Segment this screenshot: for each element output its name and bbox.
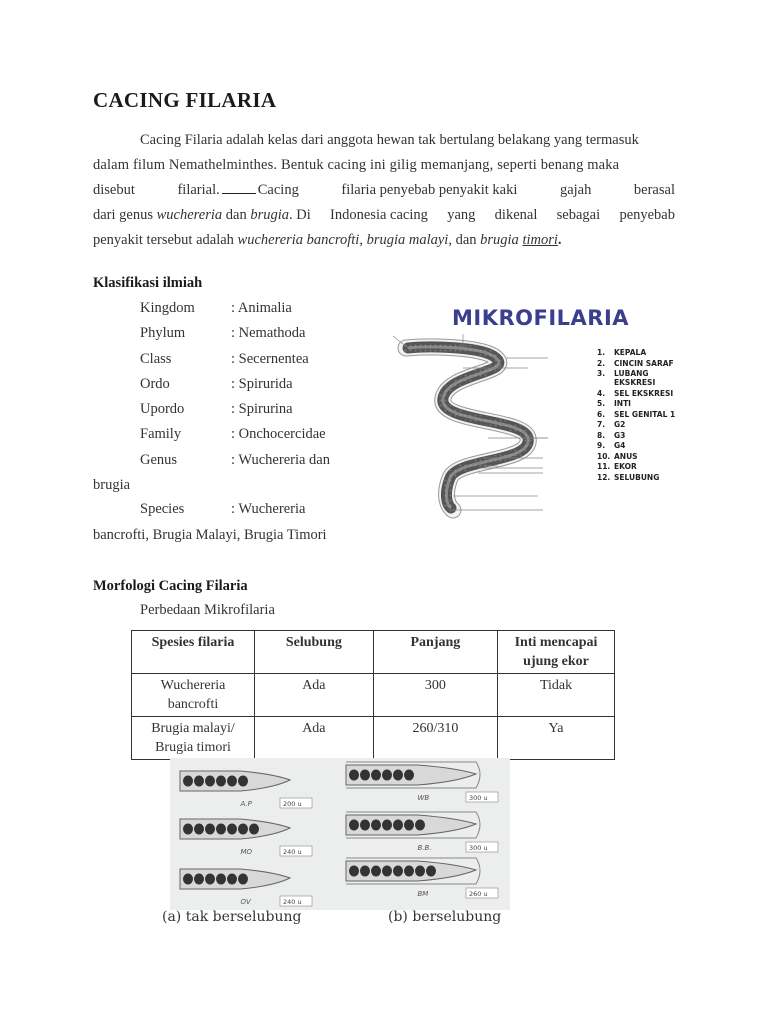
caption-a: (a) tak berselubung: [162, 909, 302, 925]
specimen-label: OV: [240, 898, 251, 906]
mikrofilaria-figure-title: MIKROFILARIA: [452, 306, 630, 330]
mikrofilaria-illustration: [388, 328, 598, 520]
legend-item: 3. LUBANG: [597, 369, 649, 378]
caption-b: (b) berselubung: [388, 909, 502, 925]
table-cell: Tidak: [498, 674, 615, 717]
legend-item: 9. G4: [597, 441, 626, 450]
subheading-perbedaan: Perbedaan Mikrofilaria: [140, 602, 275, 618]
intro-word: disebut: [93, 182, 135, 198]
genus-continuation: brugia: [93, 477, 131, 493]
nucleus: [371, 866, 381, 877]
nucleus: [216, 824, 226, 835]
table-cell: Ya: [498, 717, 615, 760]
nucleus: [393, 866, 403, 877]
nucleus: [227, 824, 237, 835]
legend-item: 2. CINCIN SARAF: [597, 358, 674, 368]
nucleus: [371, 770, 381, 781]
nucleus: [415, 866, 425, 877]
intro-word: filaria penyebab penyakit kaki: [341, 182, 518, 198]
nucleus: [404, 820, 414, 831]
scale-label: 300 u: [469, 794, 488, 802]
nucleus: [183, 776, 193, 787]
specimen-label: A.P: [240, 800, 252, 808]
nucleus: [216, 776, 226, 787]
legend-item: 12. SELUBUNG: [597, 472, 660, 482]
nucleus: [183, 824, 193, 835]
table-cell: 260/310: [373, 717, 497, 760]
section-heading-morfologi: Morfologi Cacing Filaria: [93, 578, 248, 594]
nucleus: [349, 770, 359, 781]
scale-label: 240 u: [283, 898, 302, 906]
legend-item: 8. G3: [597, 430, 626, 440]
underlined-word: timori: [522, 232, 558, 248]
section-heading-klasifikasi: Klasifikasi ilmiah: [93, 275, 203, 291]
intro-line-1: [93, 128, 675, 153]
table-cell: 300: [373, 674, 497, 717]
nucleus: [360, 770, 370, 781]
table-cell: Ada: [254, 674, 373, 717]
nucleus: [404, 770, 414, 781]
intro-word: berasal: [633, 182, 675, 198]
intro-line-2: [93, 153, 675, 178]
nucleus: [194, 776, 204, 787]
nucleus: [238, 824, 248, 835]
specimen-label: WB: [417, 794, 430, 802]
specimen-label: BM: [417, 890, 429, 898]
table-cell: Wuchereria bancrofti: [132, 674, 255, 717]
nucleus: [238, 874, 248, 885]
nucleus: [238, 776, 248, 787]
intro-word: Indonesia cacing: [330, 207, 428, 223]
intro-line-5: penyakit tersebut adalah wuchereria bancrofti, brugia malayi, dan brugia timori.: [93, 232, 562, 248]
table-cell: Ada: [254, 717, 373, 760]
table-header: Inti mencapai ujung ekor: [498, 631, 615, 674]
nucleus: [205, 874, 215, 885]
intro-text: Cacing Filaria adalah kelas dari anggota hewan tak bertulang belakang yang termasuk: [140, 132, 639, 148]
table-header: Spesies filaria: [132, 631, 255, 674]
intro-word: dikenal: [494, 207, 538, 223]
table-row: [132, 674, 615, 717]
nucleus: [205, 776, 215, 787]
scale-label: 260 u: [469, 890, 488, 898]
intro-word: dari genus wuchereria dan brugia. Di: [93, 207, 311, 223]
legend-item: 11. EKOR: [597, 462, 637, 471]
blank-underline: [222, 179, 256, 194]
intro-word: yang: [447, 207, 476, 223]
table-cell: Brugia malayi/ Brugia timori: [132, 717, 255, 760]
intro-word: sebagai: [556, 207, 601, 223]
table-header: Selubung: [254, 631, 373, 674]
nucleus: [426, 866, 436, 877]
nucleus: [216, 874, 226, 885]
mikrofilaria-tail-figure: [170, 758, 510, 910]
nucleus: [249, 824, 259, 835]
intro-word: penyebab: [619, 207, 675, 223]
legend-item: 4. SEL EKSKRESI: [597, 388, 674, 398]
scale-label: 240 u: [283, 848, 302, 856]
nucleus: [227, 874, 237, 885]
scale-label: 300 u: [469, 844, 488, 852]
nucleus: [205, 824, 215, 835]
nucleus: [183, 874, 193, 885]
legend-item: 5. INTI: [597, 399, 631, 408]
legend-item: 1. KEPALA: [597, 348, 647, 357]
nucleus: [393, 770, 403, 781]
mikrofilaria-comparison-table: [131, 630, 615, 760]
mikrofilaria-legend: [597, 348, 675, 483]
specimen-label: MO: [240, 848, 253, 856]
legend-item: 6. SEL GENITAL 1: [597, 409, 676, 419]
table-header: Panjang: [373, 631, 497, 674]
nucleus: [393, 820, 403, 831]
intro-word: filarial. Cacing: [177, 178, 298, 203]
nucleus: [360, 820, 370, 831]
table-row: [132, 717, 615, 760]
nucleus: [371, 820, 381, 831]
table-header-row: [132, 631, 615, 674]
nucleus: [360, 866, 370, 877]
nucleus: [404, 866, 414, 877]
nucleus: [382, 820, 392, 831]
nucleus: [382, 866, 392, 877]
specimen-label: B.B.: [417, 844, 432, 852]
nucleus: [194, 824, 204, 835]
intro-text: dalam filum Nemathelminthes. Bentuk cacing ini gilig memanjang, seperti benang maka: [93, 157, 620, 173]
nucleus: [227, 776, 237, 787]
intro-paragraph: [93, 128, 675, 253]
page-title: CACING FILARIA: [93, 88, 277, 112]
legend-item: 10. ANUS: [597, 451, 638, 461]
intro-line-3: [93, 178, 675, 203]
species-continuation: bancrofti, Brugia Malayi, Brugia Timori: [93, 527, 327, 543]
nucleus: [349, 866, 359, 877]
legend-item: 7. G2: [597, 420, 626, 429]
nucleus: [382, 770, 392, 781]
legend-item: EKSKRESI: [614, 378, 656, 387]
scale-label: 200 u: [283, 800, 302, 808]
nucleus: [194, 874, 204, 885]
intro-line-4: [93, 203, 675, 228]
nucleus: [415, 820, 425, 831]
nucleus: [349, 820, 359, 831]
intro-word: gajah: [559, 182, 592, 198]
